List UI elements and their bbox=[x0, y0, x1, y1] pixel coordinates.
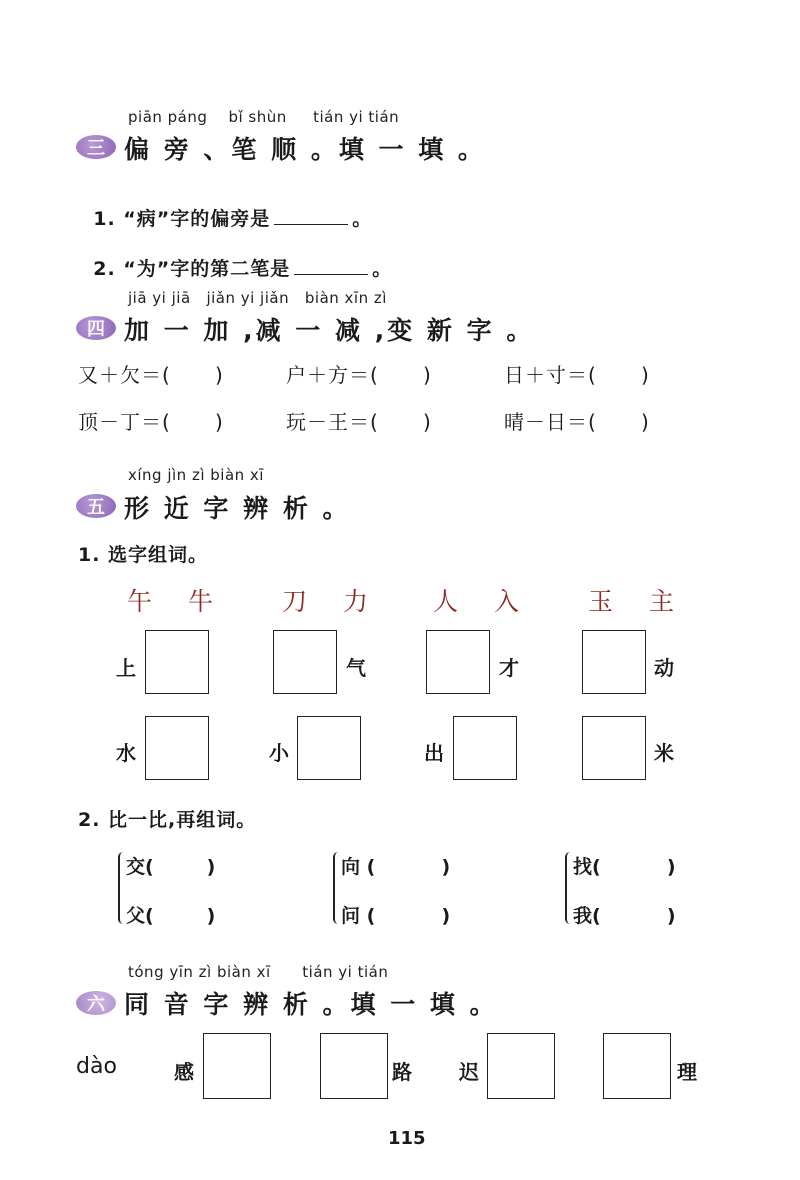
word-char: 才 bbox=[499, 656, 519, 680]
word-char: 出 bbox=[424, 741, 444, 765]
choice-pair-1: 午 牛 bbox=[127, 587, 227, 616]
answer-box[interactable] bbox=[426, 630, 490, 694]
answer-blank-2[interactable] bbox=[294, 256, 368, 275]
choice-pair-4: 玉 主 bbox=[588, 587, 688, 616]
section4-title: 加 一 加 ,减 一 减 ,变 新 字 。 bbox=[124, 316, 535, 345]
section4-number-badge: 四 bbox=[76, 316, 116, 340]
section3-question-2 bbox=[78, 232, 392, 281]
section3-pinyin: piān páng bǐ shùn tián yi tián bbox=[128, 108, 400, 126]
pinyin-sound: dào bbox=[76, 1054, 117, 1079]
answer-box[interactable] bbox=[453, 716, 517, 780]
compare-item: 我( ) bbox=[573, 905, 676, 927]
word-char: 上 bbox=[116, 656, 136, 680]
equation-1: 又＋欠＝( ) bbox=[78, 363, 224, 387]
answer-box[interactable] bbox=[297, 716, 361, 780]
answer-box[interactable] bbox=[145, 716, 209, 780]
question-2-text: 2. “为”字的第二笔是 bbox=[93, 258, 291, 280]
choice-pair-3: 人 入 bbox=[433, 587, 533, 616]
section3-question-1 bbox=[78, 182, 372, 231]
answer-box[interactable] bbox=[582, 630, 646, 694]
answer-box[interactable] bbox=[320, 1033, 388, 1099]
equation-6: 晴－日＝( ) bbox=[504, 410, 650, 434]
word-char: 迟 bbox=[459, 1060, 479, 1084]
question-2-end: 。 bbox=[372, 258, 393, 280]
answer-box[interactable] bbox=[603, 1033, 671, 1099]
question-1-end: 。 bbox=[352, 208, 373, 230]
compare-item: 父( ) bbox=[126, 905, 216, 927]
answer-box[interactable] bbox=[145, 630, 209, 694]
section6-title: 同 音 字 辨 析 。填 一 填 。 bbox=[124, 990, 498, 1019]
answer-box[interactable] bbox=[487, 1033, 555, 1099]
section5-question-2: 2. 比一比,再组词。 bbox=[78, 809, 257, 831]
word-char: 动 bbox=[654, 656, 674, 680]
answer-box[interactable] bbox=[273, 630, 337, 694]
compare-item: 找( ) bbox=[573, 856, 676, 878]
section5-number-badge: 五 bbox=[76, 494, 116, 518]
section3-number-badge: 三 bbox=[76, 135, 116, 159]
word-char: 感 bbox=[174, 1060, 194, 1084]
section6-number-badge: 六 bbox=[76, 991, 116, 1015]
section5-title: 形 近 字 辨 析 。 bbox=[124, 494, 351, 523]
section6-pinyin: tóng yīn zì biàn xī tián yi tián bbox=[128, 963, 389, 981]
word-char: 路 bbox=[392, 1060, 412, 1084]
section3-title: 偏 旁 、笔 顺 。填 一 填 。 bbox=[124, 135, 486, 164]
section5-pinyin: xíng jìn zì biàn xī bbox=[128, 466, 264, 484]
choice-pair-2: 刀 力 bbox=[282, 587, 382, 616]
word-char: 气 bbox=[346, 656, 366, 680]
page-number: 115 bbox=[388, 1128, 426, 1149]
word-char: 理 bbox=[677, 1060, 697, 1084]
answer-box[interactable] bbox=[203, 1033, 271, 1099]
equation-4: 顶－丁＝( ) bbox=[78, 410, 224, 434]
word-char: 米 bbox=[654, 741, 674, 765]
word-char: 水 bbox=[116, 741, 136, 765]
equation-3: 日＋寸＝( ) bbox=[504, 363, 650, 387]
section4-pinyin: jiā yi jiā jiǎn yi jiǎn biàn xīn zì bbox=[128, 289, 387, 307]
section5-question-1: 1. 选字组词。 bbox=[78, 544, 209, 566]
compare-item: 向 ( ) bbox=[341, 856, 451, 878]
equation-2: 户＋方＝( ) bbox=[286, 363, 432, 387]
word-char: 小 bbox=[269, 741, 289, 765]
answer-box[interactable] bbox=[582, 716, 646, 780]
equation-5: 玩－王＝( ) bbox=[286, 410, 432, 434]
compare-item: 交( ) bbox=[126, 856, 216, 878]
answer-blank-1[interactable] bbox=[274, 206, 348, 225]
question-1-text: 1. “病”字的偏旁是 bbox=[93, 208, 271, 230]
compare-item: 问 ( ) bbox=[341, 905, 451, 927]
